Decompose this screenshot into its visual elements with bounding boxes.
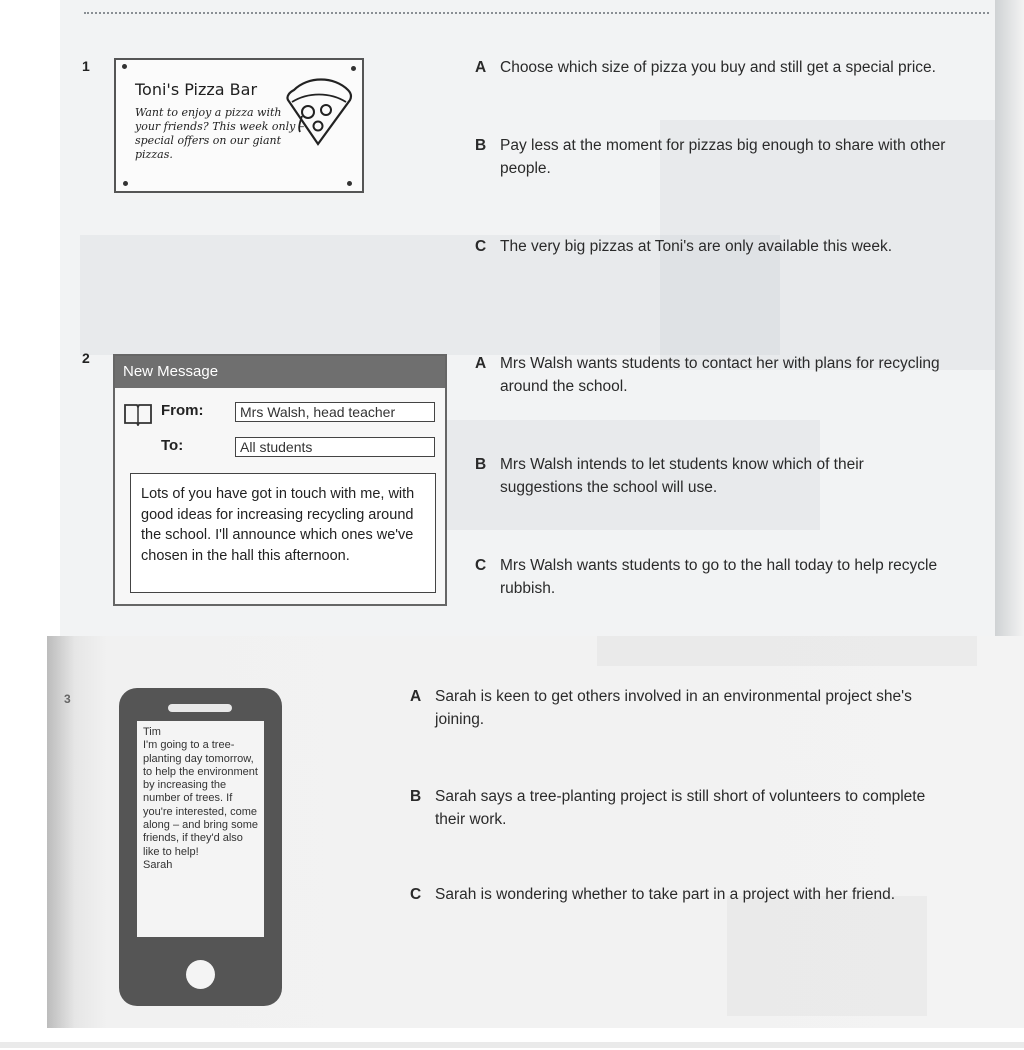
option-letter: A bbox=[475, 59, 487, 76]
phone-device bbox=[119, 688, 282, 1006]
option-text: Sarah is keen to get others involved in an environmental project she's joining. bbox=[435, 688, 912, 728]
option-text: Mrs Walsh wants students to go to the hall today to help recycle rubbish. bbox=[500, 557, 938, 597]
answer-option[interactable] bbox=[475, 453, 945, 499]
answer-option[interactable] bbox=[475, 134, 965, 180]
bleed-through-shadow bbox=[727, 896, 927, 1016]
option-text: Choose which size of pizza you buy and still get a special price. bbox=[500, 59, 936, 76]
dotted-divider bbox=[84, 12, 989, 14]
pizza-sign bbox=[114, 58, 364, 193]
option-letter: C bbox=[475, 557, 487, 574]
email-body: Lots of you have got in touch with me, with good ideas for increasing recycling around the school. I'll announce which ones we've chosen in the hall this afternoon. bbox=[130, 473, 436, 593]
option-text: Sarah is wondering whether to take part in a project with her friend. bbox=[435, 886, 896, 903]
pin-icon bbox=[122, 64, 127, 69]
question-number: 2 bbox=[82, 350, 90, 366]
from-label: From: bbox=[161, 402, 204, 419]
to-label: To: bbox=[161, 437, 184, 454]
phone-screen bbox=[137, 721, 264, 937]
page-edge-strip bbox=[995, 0, 1024, 636]
text-message: Tim I'm going to a tree-planting day tomorrow, to help the environment by increasing the number of trees. If you're interested, come along – and bring some friends, if they'd also like to help! Sarah bbox=[143, 726, 258, 871]
option-text: Mrs Walsh intends to let students know which of their suggestions the school will use. bbox=[500, 456, 864, 496]
answer-option[interactable] bbox=[475, 352, 945, 398]
option-letter: C bbox=[475, 238, 487, 255]
answer-option[interactable] bbox=[410, 883, 970, 906]
to-field: All students bbox=[235, 437, 435, 457]
answer-option[interactable] bbox=[410, 785, 930, 831]
phone-speaker bbox=[168, 704, 232, 712]
from-field: Mrs Walsh, head teacher bbox=[235, 402, 435, 422]
option-letter: B bbox=[475, 456, 487, 473]
pin-icon bbox=[123, 181, 128, 186]
option-text: The very big pizzas at Toni's are only available this week. bbox=[500, 238, 893, 255]
bleed-through-shadow bbox=[597, 636, 977, 666]
email-window bbox=[113, 354, 447, 606]
book-icon bbox=[123, 402, 153, 426]
sign-body: Want to enjoy a pizza with your friends? This week only – special offers on our giant pizzas. bbox=[135, 106, 305, 161]
home-button-icon bbox=[186, 960, 215, 989]
option-text: Pay less at the moment for pizzas big enough to share with other people. bbox=[500, 137, 946, 177]
bottom-margin bbox=[0, 1028, 1024, 1050]
option-letter: A bbox=[475, 355, 487, 372]
pin-icon bbox=[347, 181, 352, 186]
email-titlebar: New Message bbox=[115, 356, 445, 388]
option-text: Sarah says a tree-planting project is still short of volunteers to complete their work. bbox=[435, 788, 926, 828]
pizza-slice-icon bbox=[278, 70, 358, 148]
option-letter: C bbox=[410, 886, 422, 903]
question-number: 3 bbox=[64, 692, 71, 706]
answer-option[interactable] bbox=[475, 554, 945, 600]
question-number: 1 bbox=[82, 58, 90, 74]
option-letter: B bbox=[410, 788, 422, 805]
answer-option[interactable] bbox=[475, 56, 985, 79]
sign-title: Toni's Pizza Bar bbox=[135, 80, 258, 99]
option-letter: A bbox=[410, 688, 422, 705]
page-edge-strip bbox=[995, 636, 1024, 1028]
answer-option[interactable] bbox=[475, 235, 975, 258]
option-letter: B bbox=[475, 137, 487, 154]
answer-option[interactable] bbox=[410, 685, 930, 731]
option-text: Mrs Walsh wants students to contact her with plans for recycling around the school. bbox=[500, 355, 940, 395]
